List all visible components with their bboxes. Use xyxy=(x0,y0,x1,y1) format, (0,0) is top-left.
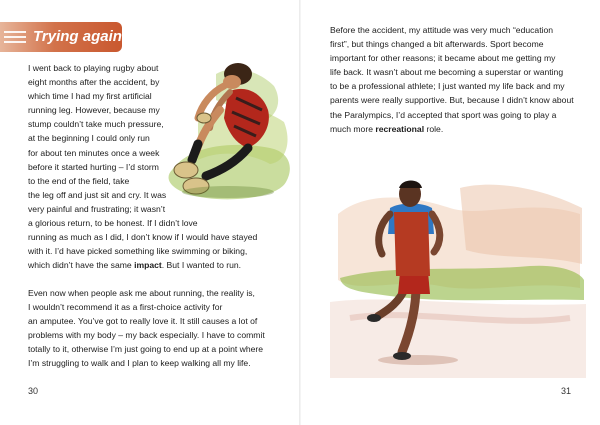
text-line: to be a professional athlete; I just wanted my life back and my xyxy=(330,81,565,92)
text-line: before it started hurting – I’d storm xyxy=(28,161,159,172)
page-number-left: 30 xyxy=(28,386,39,396)
bold-word: impact xyxy=(134,260,162,271)
text-line: for about ten minutes once a week xyxy=(28,147,160,158)
text-line: a glorious return, to be honest. If I didn’t love xyxy=(28,218,198,229)
text-line: Even now when people ask me about running, the reality is, xyxy=(28,288,255,298)
text-line: I wouldn’t recommend it as a first-choice activity for xyxy=(28,302,223,313)
text-line: important for other reasons; it became about me getting my xyxy=(330,53,556,64)
paragraph-2 xyxy=(28,286,265,371)
text-line: eight months after the accident, by xyxy=(28,77,160,88)
text-line: to the end of the field, take xyxy=(28,175,130,186)
text-line: parents were really supportive. But, because I didn’t know about xyxy=(330,95,574,106)
text-line: running leg. However, because my xyxy=(28,105,160,116)
paragraph-1 xyxy=(28,61,257,272)
text-run: which didn’t have the same xyxy=(28,260,135,271)
section-title: Trying again xyxy=(33,28,122,45)
text-line: an amputee. You’ve got to really love it. It still causes a lot of xyxy=(28,316,258,327)
text-line: totally to it, otherwise I’m just going to end up at a point where xyxy=(28,344,264,355)
text-line: which time I had my first artificial xyxy=(28,91,152,102)
section-heading-banner xyxy=(0,22,122,52)
page-gutter xyxy=(299,0,301,425)
text-line: I went back to playing rugby about xyxy=(28,63,159,73)
banner-lines-decoration xyxy=(4,31,26,46)
paragraph-right xyxy=(330,23,574,136)
text-line: at the beginning I could only run xyxy=(28,133,150,144)
text-line: first”, but things changed a bit afterwards. Sport become xyxy=(330,39,544,50)
text-line: running as much as I did, I don’t know if I would have stayed xyxy=(28,232,258,243)
runner-illustration xyxy=(330,168,588,378)
text-line: problems with my body – my back especially. I have to commit xyxy=(28,330,265,341)
text-line: stump couldn’t take much pressure, xyxy=(28,119,164,130)
text-run: . But I wanted to run. xyxy=(161,260,242,271)
text-line: I’m struggling to walk and I plan to keep walking all my life. xyxy=(28,358,251,369)
text-line: life back. It wasn’t about me becoming a superstar or wanting xyxy=(330,67,564,78)
text-line: Before the accident, my attitude was very much “education xyxy=(330,25,554,35)
page-number-right: 31 xyxy=(561,386,572,396)
text-line xyxy=(28,258,257,272)
text-line: very painful and frustrating; it wasn’t xyxy=(28,203,166,214)
text-line: the leg off and just sit and cry. It was xyxy=(28,189,167,200)
text-line xyxy=(330,122,574,136)
text-run: much more xyxy=(330,123,376,134)
text-line: with it. I’d have picked something like swimming or biking, xyxy=(28,246,248,257)
text-line: the Paralympics, I’d accepted that sport was going to play a xyxy=(330,109,557,120)
bold-word: recreational xyxy=(375,123,425,134)
text-run: role. xyxy=(424,123,444,134)
